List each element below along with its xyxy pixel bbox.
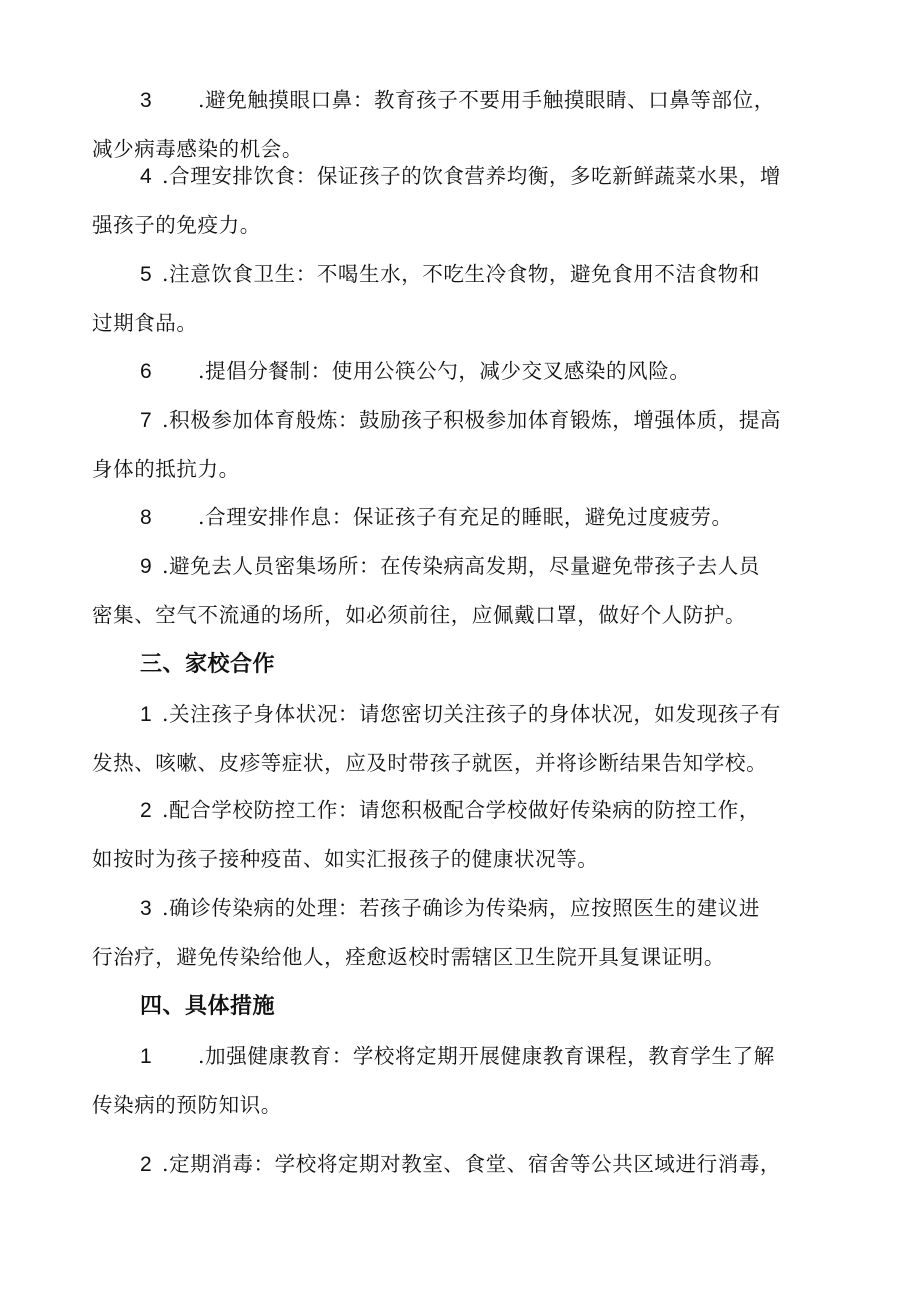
section-heading: 三、家校合作 [140,651,276,676]
item-text-line1: .提倡分餐制：使用公筷公勺，减少交叉感染的风险。 [198,359,691,383]
list-item [92,690,838,787]
item-text-line1: .关注孩子身体状况：请您密切关注孩子的身体状况，如发现孩子有 [162,702,782,726]
item-text-line2: 身体的抵抗力。 [92,457,240,481]
item-text-line2: 传染病的预防知识。 [92,1093,282,1117]
item-text-line2: 强孩子的免疫力。 [92,213,261,237]
item-number: 1 [140,703,153,726]
item-text-line1: .避免去人员密集场所：在传染病高发期，尽量避免带孩子去人员 [162,554,760,578]
item-text-line1: .积极参加体育般炼：鼓励孩子积极参加体育锻炼，增强体质，提高 [162,408,782,432]
item-text-line1: .合理安排作息：保证孩子有充足的睡眠，避免过度疲劳。 [198,505,733,529]
item-number: 4 [140,165,153,188]
item-number: 5 [140,263,153,286]
list-item [92,786,838,883]
item-text-line1: .避免触摸眼口鼻：教育孩子不要用手触摸眼睛、口鼻等部位， [198,88,775,112]
item-number: 6 [140,360,153,383]
list-item [92,1032,838,1129]
item-text-line2: 发热、咳嗽、皮疹等症状，应及时带孩子就医，并将诊断结果告知学校。 [92,751,768,775]
list-item [92,542,838,639]
list-item [92,347,838,396]
list-item [92,1140,838,1189]
item-text-line2: 过期食品。 [92,311,198,335]
list-item [92,884,838,981]
item-text-line1: .确诊传染病的处理：若孩子确诊为传染病，应按照医生的建议进 [162,896,760,920]
item-number: 2 [140,1153,153,1176]
item-text-line2: 如按时为孩子接种疫苗、如实汇报孩子的健康状况等。 [92,847,599,871]
list-item [92,493,838,542]
list-item [92,250,838,347]
item-number: 8 [140,506,153,529]
list-item [92,152,838,249]
item-number: 1 [140,1045,153,1068]
item-text-line2: 减少病毒感染的机会。 [92,137,303,161]
item-number: 2 [140,799,153,822]
section-heading: 四、具体措施 [140,993,276,1018]
item-text-line1: .注意饮食卫生：不喝生水，不吃生冷食物，避免食用不洁食物和 [162,262,760,286]
item-text-line2: 行治疗，避免传染给他人，痊愈返校时需辖区卫生院开具复课证明。 [92,945,725,969]
list-item [92,396,838,493]
item-text-line1: .定期消毒：学校将定期对教室、食堂、宿舍等公共区域进行消毒， [162,1152,782,1176]
item-text-line1: .加强健康教育：学校将定期开展健康教育课程，教育学生了解 [198,1044,775,1068]
item-text-line1: .配合学校防控工作：请您积极配合学校做好传染病的防控工作， [162,798,760,822]
item-number: 3 [140,89,153,112]
item-text-line1: .合理安排饮食：保证孩子的饮食营养均衡，多吃新鲜蔬菜水果，增 [162,164,782,188]
item-number: 9 [140,555,153,578]
item-number: 3 [140,897,153,920]
item-text-line2: 密集、空气不流通的场所，如必须前往，应佩戴口罩，做好个人防护。 [92,603,747,627]
item-number: 7 [140,409,153,432]
